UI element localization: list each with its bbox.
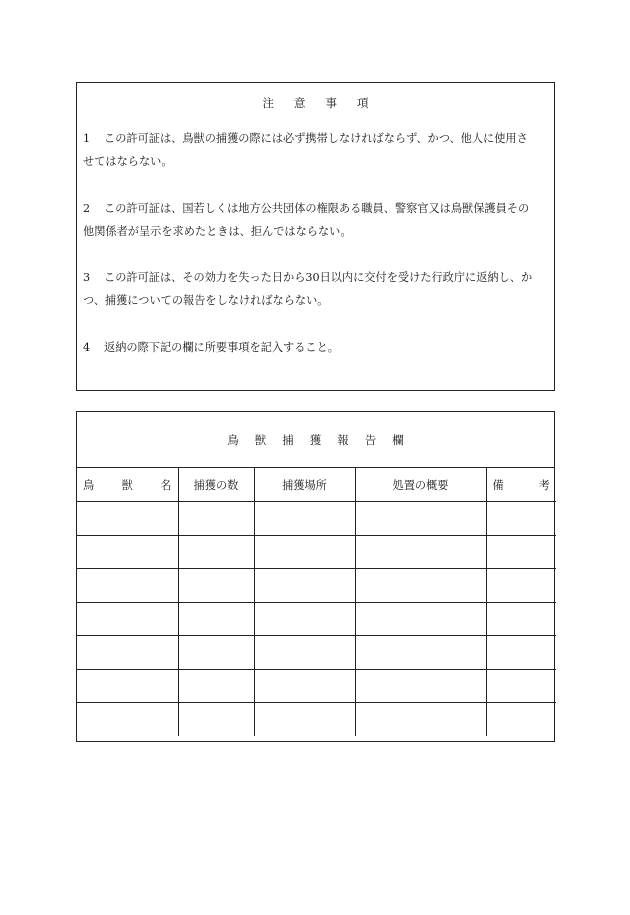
header-location: 捕獲場所 (254, 468, 355, 502)
cell-remarks[interactable] (486, 535, 556, 569)
title-char: 欄 (392, 433, 404, 447)
cell-species[interactable] (77, 602, 178, 636)
cell-count[interactable] (178, 569, 254, 603)
item-text: この許可証は、国若しくは地方公共団体の権限ある職員、警察官又は鳥獣保護員その (104, 202, 530, 215)
cell-location[interactable] (254, 535, 355, 569)
cell-disposal[interactable] (355, 502, 486, 536)
cell-species[interactable] (77, 502, 178, 536)
notice-item-3 (83, 266, 553, 312)
cell-remarks[interactable] (486, 502, 556, 536)
cell-location[interactable] (254, 602, 355, 636)
title-char: 事 (325, 96, 337, 110)
cell-remarks[interactable] (486, 602, 556, 636)
table-row (77, 669, 556, 703)
title-char: 報 (337, 433, 349, 447)
header-char: 備 (492, 478, 504, 492)
cell-count[interactable] (178, 535, 254, 569)
header-char: 鳥 (83, 478, 95, 492)
title-char: 注 (262, 96, 274, 110)
item-number: 1 (83, 132, 91, 145)
title-char: 意 (294, 96, 306, 110)
cell-disposal[interactable] (355, 669, 486, 703)
cell-remarks[interactable] (486, 703, 556, 737)
cell-disposal[interactable] (355, 703, 486, 737)
item-text: この許可証は、その効力を失った日から30日以内に交付を受けた行政庁に返納し、か (104, 271, 533, 284)
cell-count[interactable] (178, 703, 254, 737)
item-number: 3 (83, 271, 91, 284)
cell-location[interactable] (254, 569, 355, 603)
cell-location[interactable] (254, 502, 355, 536)
cell-location[interactable] (254, 703, 355, 737)
header-char: 獣 (121, 478, 133, 492)
notice-item-4 (83, 336, 553, 359)
cell-species[interactable] (77, 669, 178, 703)
notice-title (77, 95, 554, 111)
header-species (77, 468, 178, 502)
item-number: 4 (83, 341, 91, 354)
table-row (77, 535, 556, 569)
cell-disposal[interactable] (355, 535, 486, 569)
cell-disposal[interactable] (355, 569, 486, 603)
item-text-continued: せてはならない。 (83, 155, 173, 168)
item-text: 返納の際下記の欄に所要事項を記入すること。 (104, 341, 339, 354)
table-row (77, 569, 556, 603)
notice-item-1 (83, 127, 553, 173)
cell-remarks[interactable] (486, 636, 556, 670)
notice-box (76, 82, 555, 391)
report-box (76, 411, 555, 742)
cell-count[interactable] (178, 669, 254, 703)
table-row (77, 636, 556, 670)
table-row (77, 502, 556, 536)
title-char: 捕 (282, 433, 294, 447)
report-table (77, 468, 556, 736)
cell-disposal[interactable] (355, 602, 486, 636)
cell-species[interactable] (77, 703, 178, 737)
cell-species[interactable] (77, 569, 178, 603)
cell-species[interactable] (77, 636, 178, 670)
header-char: 考 (538, 478, 550, 492)
cell-count[interactable] (178, 636, 254, 670)
title-char: 項 (357, 96, 369, 110)
cell-count[interactable] (178, 502, 254, 536)
cell-location[interactable] (254, 669, 355, 703)
header-char: 名 (160, 478, 172, 492)
cell-disposal[interactable] (355, 636, 486, 670)
cell-remarks[interactable] (486, 669, 556, 703)
notice-item-2 (83, 197, 553, 243)
cell-remarks[interactable] (486, 569, 556, 603)
report-title (77, 432, 554, 448)
header-disposal: 処置の概要 (355, 468, 486, 502)
table-row (77, 602, 556, 636)
item-text-continued: つ、捕獲についての報告をしなければならない。 (83, 294, 329, 307)
title-char: 獲 (309, 433, 322, 447)
header-row (77, 468, 556, 502)
title-char: 鳥 (227, 433, 239, 447)
header-count: 捕獲の数 (178, 468, 254, 502)
table-row (77, 703, 556, 737)
title-char: 告 (364, 433, 377, 447)
cell-species[interactable] (77, 535, 178, 569)
cell-count[interactable] (178, 602, 254, 636)
title-char: 獣 (254, 433, 267, 447)
item-text-continued: 他関係者が呈示を求めたときは、拒んではならない。 (83, 225, 352, 238)
header-remarks (486, 468, 556, 502)
report-title-row (77, 412, 554, 468)
item-text: この許可証は、鳥獣の捕獲の際には必ず携帯しなければならず、かつ、他人に使用さ (104, 132, 528, 145)
cell-location[interactable] (254, 636, 355, 670)
item-number: 2 (83, 202, 91, 215)
